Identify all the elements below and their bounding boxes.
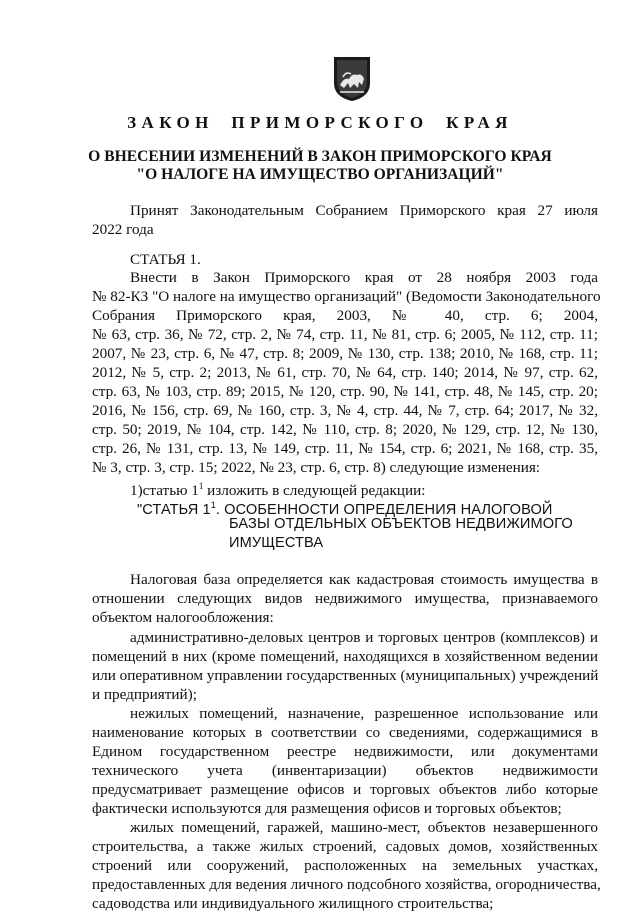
item-1-sup: 1 xyxy=(198,481,204,491)
item-residential-line: садоводства или индивидуального жилищного строительства; xyxy=(92,895,494,912)
amend-line: 2012, № 5, стр. 2; 2013, № 61, стр. 70, № 64, стр. 140; 2014, № 97, стр. 62, xyxy=(92,364,598,381)
item-nonresidential-line: предусматривает размещение офисов и торговых объектов либо которые xyxy=(92,781,598,798)
amend-line: Внести в Закон Приморского края от 28 ноября 2003 года xyxy=(130,269,598,286)
item-nonresidential-line: нежилых помещений, назначение, разрешенное использование или xyxy=(130,705,598,722)
item-admin-line: и предприятий); xyxy=(92,686,197,703)
article-heading: СТАТЬЯ 1. xyxy=(130,251,201,268)
item-admin-line: административно-деловых центров и торговых центров (комплексов) и xyxy=(130,629,598,646)
item-residential-line: жилых помещений, гаражей, машино-мест, объектов незавершенного xyxy=(130,819,598,836)
law-subtitle-line-2: "О НАЛОГЕ НА ИМУЩЕСТВО ОРГАНИЗАЦИЙ" xyxy=(136,166,504,183)
amend-line: стр. 26, № 131, стр. 13, № 149, стр. 11, № 154, стр. 6; 2021, № 168, стр. 35, xyxy=(92,440,598,457)
coat-of-arms-icon xyxy=(332,55,372,103)
amend-line: № 3, стр. 3, стр. 15; 2022, № 23, стр. 6, стр. 8) следующие изменения: xyxy=(92,459,541,476)
amend-line: № 82-КЗ "О налоге на имущество организаций" (Ведомости Законодательного xyxy=(92,288,601,305)
item-residential-line: предоставленных для ведения личного подсобного хозяйства, огородничества, xyxy=(92,876,601,893)
item-nonresidential-line: наименование которых в соответствии со сведениями, содержащимися в xyxy=(92,724,598,741)
amend-line: стр. 63, № 103, стр. 89; 2015, № 120, стр. 90, № 141, стр. 48, № 145, стр. 20; xyxy=(92,383,598,400)
adopted-line-1: Принят Законодательным Собранием Приморского края 27 июля xyxy=(130,202,598,219)
new-article-heading-line-3: ИМУЩЕСТВА xyxy=(229,535,324,551)
amend-line: 2016, № 156, стр. 69, № 160, стр. 3, № 4, стр. 44, № 7, стр. 64; 2017, № 32, xyxy=(92,402,598,419)
base-intro-line: Налоговая база определяется как кадастровая стоимость имущества в xyxy=(130,571,598,588)
new-article-heading-line-2: БАЗЫ ОТДЕЛЬНЫХ ОБЪЕКТОВ НЕДВИЖИМОГО xyxy=(229,516,573,532)
item-residential-line: строительства, а также жилых строений, садовых домов, хозяйственных xyxy=(92,838,598,855)
item-residential-line: строений или сооружений, расположенных на земельных участках, xyxy=(92,857,598,874)
new-article-sup: 1 xyxy=(210,500,216,510)
item-nonresidential-line: Едином государственном реестре недвижимости, или документами xyxy=(92,743,598,760)
item-admin-line: помещений в них (кроме помещений, находящихся в хозяйственном ведении xyxy=(92,648,598,665)
base-intro-line: объектом налогообложения: xyxy=(92,609,274,626)
amend-line: 2007, № 23, стр. 6, № 47, стр. 8; 2009, № 130, стр. 138; 2010, № 168, стр. 11; xyxy=(92,345,598,362)
amend-line: Собрания Приморского края, 2003, № 40, стр. 6; 2004, xyxy=(92,307,598,324)
item-1-suffix: изложить в следующей редакции: xyxy=(203,482,426,500)
law-subtitle-line-1: О ВНЕСЕНИИ ИЗМЕНЕНИЙ В ЗАКОН ПРИМОРСКОГО КРАЯ xyxy=(88,148,552,165)
adopted-line-2: 2022 года xyxy=(92,221,154,238)
item-nonresidential-line: технического учета (инвентаризации) объектов недвижимости xyxy=(92,762,598,779)
amend-line: стр. 50; 2019, № 104, стр. 142, № 110, стр. 8; 2020, № 129, стр. 12, № 130, xyxy=(92,421,598,438)
item-nonresidential-line: фактически используются для размещения офисов и торговых объектов; xyxy=(92,800,562,817)
base-intro-line: отношении следующих видов недвижимого имущества, признаваемого xyxy=(92,590,598,607)
new-article-prefix: "СТАТЬЯ 1 xyxy=(137,501,211,518)
item-admin-line: или оперативном управлении государственных (муниципальных) учреждений xyxy=(92,667,599,684)
law-title: ЗАКОН ПРИМОРСКОГО КРАЯ xyxy=(127,113,513,132)
item-1-prefix: 1)статью 1 xyxy=(130,482,199,500)
amend-line: № 63, стр. 36, № 72, стр. 2, № 74, стр. 11, № 81, стр. 6; 2005, № 112, стр. 11; xyxy=(92,326,598,343)
new-article-suffix: . ОСОБЕННОСТИ ОПРЕДЕЛЕНИЯ НАЛОГОВОЙ xyxy=(215,501,553,518)
